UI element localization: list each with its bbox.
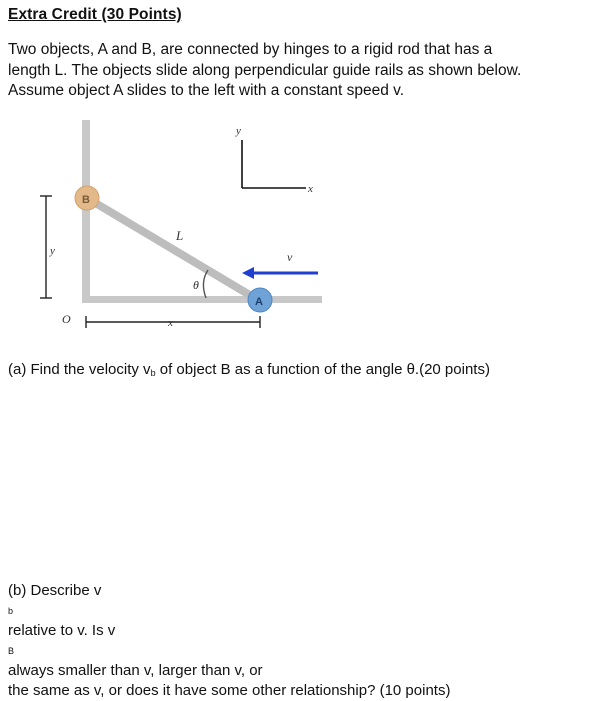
origin-label: O (62, 312, 71, 326)
theta-label: θ (193, 278, 199, 292)
y-axis-label: y (236, 125, 241, 137)
rod-length-label: L (176, 228, 184, 243)
question-a-text: (a) Find the velocity v (8, 361, 151, 378)
question-b-text: relative to v. Is v (8, 622, 116, 639)
velocity-label: v (287, 250, 293, 264)
question-b-subscript: B (8, 646, 15, 656)
problem-statement-line: Assume object A slides to the left with a constant speed v. (8, 82, 405, 99)
question-a-subscript: b (150, 368, 156, 378)
problem-statement-line: Two objects, A and B, are connected by hinges to a rigid rod that has a (8, 41, 493, 58)
question-b-text: (b) Describe v (8, 582, 102, 599)
x-axis-label: x (308, 183, 313, 195)
object-a-label: A (255, 296, 263, 308)
rod-diagram-svg (30, 112, 340, 342)
question-a-text: of object B as a function of the angle θ.(20 points) (155, 361, 490, 378)
problem-statement-line: length L. The objects slide along perpendicular guide rails as shown below. (8, 61, 522, 79)
question-b (8, 581, 586, 701)
problem-statement (8, 40, 583, 102)
x-dimension-label: x (168, 317, 173, 329)
question-a (8, 360, 586, 383)
question-b-line: the same as v, or does it have some other relationship? (10 points) (8, 682, 451, 699)
horizontal-guide-rail (82, 296, 322, 303)
question-b-line (8, 581, 586, 681)
object-b-label: B (82, 194, 90, 206)
rod-diagram (30, 112, 340, 342)
y-dimension-label: y (50, 245, 55, 257)
rigid-rod (87, 198, 258, 300)
page-title: Extra Credit (30 Points) (8, 6, 182, 23)
velocity-arrowhead (242, 267, 254, 279)
question-b-subscript: b (8, 606, 14, 616)
question-b-text: always smaller than v, larger than v, or (8, 662, 263, 679)
